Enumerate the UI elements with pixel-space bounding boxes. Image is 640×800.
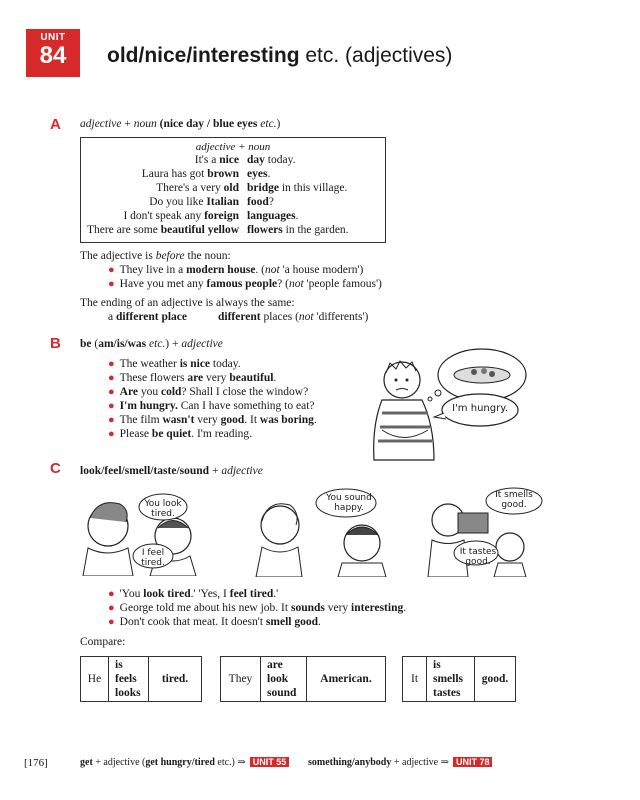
example-bullet: ● The film wasn't very good. It was boring.	[108, 414, 317, 426]
compare-subject: It	[403, 657, 427, 701]
example-bullet: ● 'You look tired.' 'Yes, I feel tired.'	[108, 588, 279, 600]
example-different-plural: different places (not 'differents')	[218, 311, 369, 323]
table-header: adjective + noun	[195, 141, 271, 153]
compare-table-he	[80, 656, 202, 702]
speech-you-look-tired: You look tired.	[144, 499, 182, 519]
compare-adjective: American.	[320, 673, 372, 685]
example-bullet: ● The weather is nice today.	[108, 358, 241, 370]
example-bullet: ● I'm hungry. Can I have something to eat?	[108, 400, 315, 412]
compare-subject: They	[221, 657, 261, 701]
compare-verbs: is feels looks	[109, 657, 149, 701]
speech-it-smells-good: It smells good.	[495, 490, 533, 510]
hungry-boy-illustration	[352, 335, 532, 465]
unit-badge	[26, 29, 80, 77]
unit-number: 84	[39, 42, 67, 69]
speech-bubble-hungry: I'm hungry.	[452, 403, 508, 414]
compare-adjective: tired.	[161, 673, 189, 685]
compare-verbs: are look sound	[261, 657, 307, 701]
footer-ref-something: something/anybody + adjective ⇒ UNIT 78	[308, 757, 492, 768]
example-bullet: ● Don't cook that meat. It doesn't smell good.	[108, 616, 321, 628]
speech-you-sound-happy: You sound happy.	[326, 493, 372, 513]
section-c-letter: C	[50, 460, 61, 477]
section-b-letter: B	[50, 335, 61, 352]
unit-55-link[interactable]: UNIT 55	[250, 757, 290, 767]
section-a-heading: adjective + noun (nice day / blue eyes etc.)	[80, 118, 281, 130]
section-c-heading: look/feel/smell/taste/sound + adjective	[80, 465, 263, 477]
rule-ending: The ending of an adjective is always the same:	[80, 297, 295, 309]
section-a-letter: A	[50, 116, 61, 133]
footer-ref-get: get + adjective (get hungry/tired etc.) ⇒ UNIT 55	[80, 757, 289, 768]
unit-78-link[interactable]: UNIT 78	[453, 757, 493, 767]
speech-it-tastes-good: It tastes good.	[459, 547, 497, 567]
compare-table-it	[402, 656, 516, 702]
example-different: a different place	[108, 311, 187, 323]
example-bullet: ● These flowers are very beautiful.	[108, 372, 277, 384]
example-bullet: ● They live in a modern house. (not 'a house modern')	[108, 264, 364, 276]
section-b-heading: be (am/is/was etc.) + adjective	[80, 338, 223, 350]
example-bullet: ● Are you cold? Shall I close the window?	[108, 386, 309, 398]
adjective-noun-table: adjective + noun It's a nice day today. Laura has got brown eyes. There's a very old bridge in this village. Do you like Italian food? I don't speak any foreign languages. There are some beautiful yellow flowers in the garden.	[80, 137, 386, 243]
example-bullet: ● George told me about his new job. It sounds very interesting.	[108, 602, 407, 614]
page-title: old/nice/interesting etc. (adjectives)	[107, 44, 453, 67]
rule-before-noun: The adjective is before the noun:	[80, 250, 231, 262]
compare-subject: He	[81, 657, 109, 701]
example-bullet: ● Have you met any famous people? (not 'people famous')	[108, 278, 382, 290]
page-number: [176]	[24, 757, 48, 769]
compare-label: Compare:	[80, 636, 126, 648]
unit-label: UNIT	[40, 32, 66, 43]
compare-adjective: good.	[481, 673, 509, 685]
compare-verbs: is smells tastes	[427, 657, 475, 701]
compare-table-they	[220, 656, 386, 702]
speech-i-feel-tired: I feel tired.	[141, 548, 165, 568]
example-bullet: ● Please be quiet. I'm reading.	[108, 428, 253, 440]
